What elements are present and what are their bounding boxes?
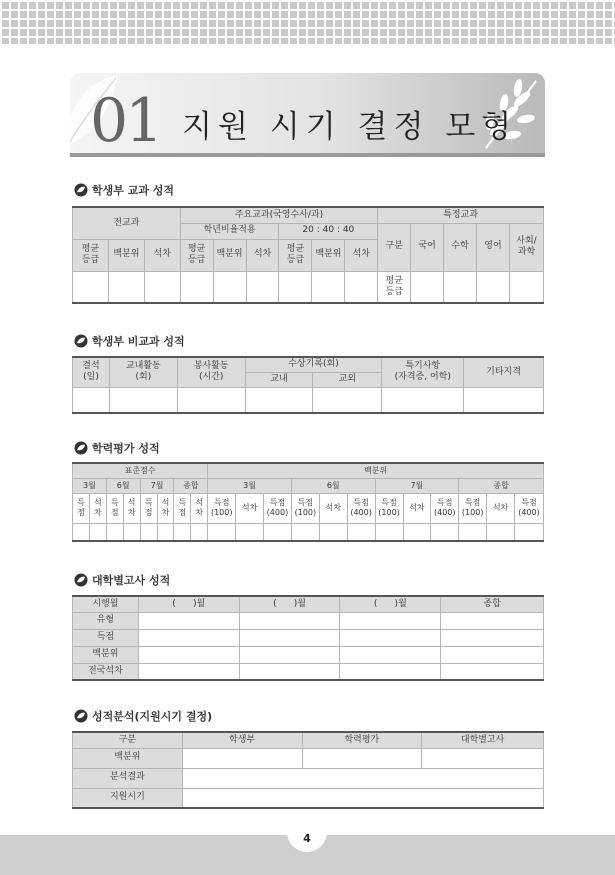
header-month: 3월 (73, 478, 107, 493)
header-subject: 영어 (477, 223, 510, 271)
input-cell[interactable] (514, 523, 543, 541)
header-month: 6월 (106, 478, 140, 493)
input-cell[interactable] (340, 612, 441, 629)
section-title: 성적분석(지원시기 결정) (92, 710, 213, 723)
input-cell[interactable] (509, 271, 543, 303)
header-subject: 국어 (411, 223, 444, 271)
header-score400: 득점 (400) (347, 493, 375, 523)
input-cell[interactable] (239, 629, 340, 646)
row-label: 득점 (73, 629, 139, 646)
header-score: 득 점 (73, 493, 90, 523)
input-cell[interactable] (487, 523, 515, 541)
header-absence: 결석 (일) (73, 357, 110, 387)
row-label: 유형 (73, 612, 139, 629)
input-cell[interactable] (208, 523, 236, 541)
input-cell[interactable] (191, 523, 208, 541)
header-avg-grade: 평균 등급 (180, 239, 213, 271)
section-heading-3 (74, 440, 160, 456)
header-score100: 득점 (100) (291, 493, 319, 523)
header-all-subjects: 전교과 (73, 207, 181, 239)
header-column: 학력평가 (302, 732, 422, 748)
table-analysis (72, 731, 544, 809)
header-score100: 득점 (100) (459, 493, 487, 523)
header-score100: 득점 (100) (208, 493, 236, 523)
header-rank-full: 석차 (236, 493, 264, 523)
header-total: 종합 (174, 478, 208, 493)
header-rank-full: 석차 (319, 493, 347, 523)
header-avg-grade: 평균 등급 (73, 239, 109, 271)
input-cell[interactable] (246, 271, 279, 303)
header-column: 대학별고사 (422, 732, 544, 748)
input-cell[interactable] (109, 387, 177, 413)
header-standard-score: 표준점수 (73, 463, 208, 478)
header-in-school: 교내 (245, 372, 313, 387)
input-cell[interactable] (340, 663, 441, 680)
header-percentile: 백분위 (312, 239, 345, 271)
input-cell[interactable] (431, 523, 459, 541)
row-label: 전국석차 (73, 663, 139, 680)
input-cell[interactable] (106, 523, 123, 541)
row-label: 지원시기 (73, 788, 183, 808)
input-cell[interactable] (340, 629, 441, 646)
row-label: 백분위 (73, 646, 139, 663)
header-total: 종합 (441, 596, 544, 612)
input-cell[interactable] (123, 523, 140, 541)
input-cell[interactable] (411, 271, 444, 303)
header-score: 득 점 (106, 493, 123, 523)
input-cell[interactable] (382, 387, 464, 413)
input-cell[interactable] (441, 646, 544, 663)
header-percentile: 백분위 (213, 239, 246, 271)
header-month: 6월 (291, 478, 375, 493)
row-label: 분석결과 (73, 768, 183, 788)
header-grid-pattern (0, 0, 615, 44)
header-ratio-value: 20 : 40 : 40 (279, 223, 378, 239)
input-cell[interactable] (312, 271, 345, 303)
header-exam-month: 시행월 (73, 596, 139, 612)
header-subject: 사회/ 과학 (509, 223, 543, 271)
section-title: 학생부 교과 성적 (92, 184, 175, 197)
row-label: 백분위 (73, 748, 183, 768)
header-subject: 수학 (444, 223, 477, 271)
section-heading-2 (74, 333, 185, 349)
input-cell[interactable] (291, 523, 319, 541)
input-cell[interactable] (108, 271, 144, 303)
input-cell[interactable] (138, 646, 239, 663)
input-cell[interactable] (459, 523, 487, 541)
input-cell[interactable] (157, 523, 174, 541)
input-cell[interactable] (182, 768, 543, 788)
section-bullet-icon (74, 183, 88, 197)
table-noncurricular (72, 356, 544, 414)
input-cell[interactable] (144, 271, 180, 303)
input-cell[interactable] (313, 387, 382, 413)
input-cell[interactable] (140, 523, 157, 541)
table-curricular-grades (72, 206, 544, 304)
input-cell[interactable] (279, 271, 312, 303)
header-score: 득 점 (174, 493, 191, 523)
input-cell[interactable] (138, 629, 239, 646)
input-cell[interactable] (180, 271, 213, 303)
header-percentile: 백분위 (208, 463, 544, 478)
input-cell[interactable] (477, 271, 510, 303)
header-out-school: 교외 (313, 372, 382, 387)
header-main-subjects: 주요교과(국영수사/과) (180, 207, 378, 223)
section-bullet-icon (74, 709, 88, 723)
section-bullet-icon (74, 441, 88, 455)
input-cell[interactable] (73, 523, 90, 541)
header-score400: 득점 (400) (431, 493, 459, 523)
input-cell[interactable] (239, 663, 340, 680)
header-category: 구분 (378, 223, 411, 271)
input-cell[interactable] (182, 788, 543, 808)
header-rank: 석차 (144, 239, 180, 271)
table-mock-exam (72, 462, 544, 542)
header-rank: 석 차 (191, 493, 208, 523)
page-number: 4 (287, 826, 327, 852)
header-other: 기타지격 (464, 357, 544, 387)
header-month-blank: ( )월 (239, 596, 340, 612)
header-avg-grade: 평균 등급 (279, 239, 312, 271)
row-label-avg-grade: 평균 등급 (378, 271, 411, 303)
section-heading-4 (74, 572, 170, 588)
header-rank: 석차 (345, 239, 378, 271)
input-cell[interactable] (441, 629, 544, 646)
input-cell[interactable] (319, 523, 347, 541)
input-cell[interactable] (441, 663, 544, 680)
header-score400: 득점 (400) (263, 493, 291, 523)
section-heading-5 (74, 708, 212, 724)
input-cell[interactable] (138, 612, 239, 629)
header-school-activity: 교내활동 (회) (109, 357, 177, 387)
header-percentile: 백분위 (108, 239, 144, 271)
input-cell[interactable] (236, 523, 264, 541)
input-cell[interactable] (422, 748, 544, 768)
header-month: 3월 (208, 478, 292, 493)
input-cell[interactable] (345, 271, 378, 303)
header-rank: 석 차 (89, 493, 106, 523)
header-rank: 석 차 (123, 493, 140, 523)
input-cell[interactable] (177, 387, 245, 413)
input-cell[interactable] (441, 612, 544, 629)
input-cell[interactable] (302, 748, 422, 768)
input-cell[interactable] (89, 523, 106, 541)
input-cell[interactable] (403, 523, 431, 541)
header-month: 7월 (375, 478, 459, 493)
input-cell[interactable] (375, 523, 403, 541)
input-cell[interactable] (263, 523, 291, 541)
page-title: 지원 시기 결정 모형 (182, 109, 518, 145)
header-score400: 득점 (400) (514, 493, 543, 523)
input-cell[interactable] (73, 387, 110, 413)
header-special-notes: 특기사항 (자격증, 어학) (382, 357, 464, 387)
input-cell[interactable] (182, 748, 302, 768)
header-grade-ratio: 학년비율적용 (180, 223, 279, 239)
section-title: 대학별고사 성적 (92, 574, 171, 587)
header-volunteer: 봉사활동 (시간) (177, 357, 245, 387)
input-cell[interactable] (174, 523, 191, 541)
header-special-subjects: 특정교과 (378, 207, 544, 223)
header-month: 7월 (140, 478, 174, 493)
header-rank-full: 석차 (403, 493, 431, 523)
input-cell[interactable] (444, 271, 477, 303)
section-bullet-icon (74, 334, 88, 348)
header-rank-full: 석차 (487, 493, 515, 523)
header-total: 종합 (459, 478, 544, 493)
section-title: 학생부 비교과 성적 (92, 335, 185, 348)
section-bullet-icon (74, 573, 88, 587)
input-cell[interactable] (464, 387, 544, 413)
header-awards: 수상기록(회) (245, 357, 382, 372)
header-month-blank: ( )월 (138, 596, 239, 612)
header-category: 구분 (73, 732, 183, 748)
section-heading-1 (74, 182, 174, 198)
input-cell[interactable] (239, 646, 340, 663)
input-cell[interactable] (239, 612, 340, 629)
input-cell[interactable] (138, 663, 239, 680)
input-cell[interactable] (73, 271, 109, 303)
header-rank: 석 차 (157, 493, 174, 523)
header-score100: 득점 (100) (375, 493, 403, 523)
input-cell[interactable] (245, 387, 313, 413)
header-score: 득 점 (140, 493, 157, 523)
section-title: 학력평가 성적 (92, 442, 160, 455)
header-rank: 석차 (246, 239, 279, 271)
table-university-exam (72, 595, 544, 681)
input-cell[interactable] (340, 646, 441, 663)
input-cell[interactable] (213, 271, 246, 303)
chapter-number: 01 (90, 86, 161, 156)
header-column: 학생부 (182, 732, 302, 748)
header-month-blank: ( )월 (340, 596, 441, 612)
input-cell[interactable] (347, 523, 375, 541)
